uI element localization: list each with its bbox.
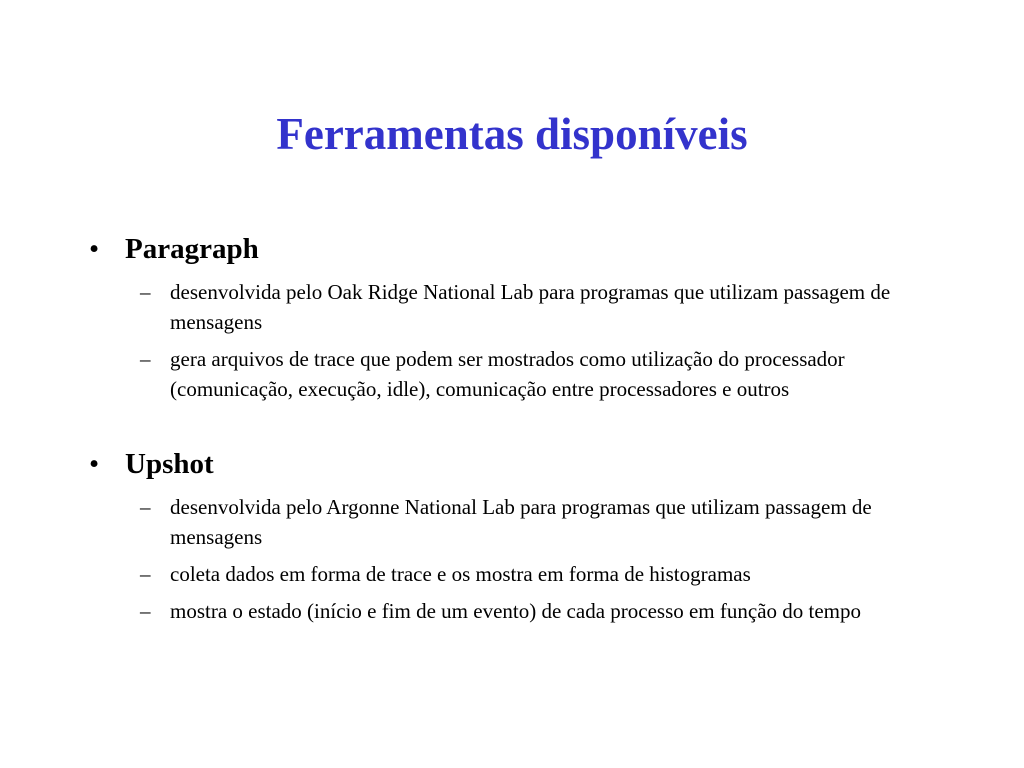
sub-item-text: desenvolvida pelo Oak Ridge National Lab para programas que utilizam passagem de mensagens: [170, 280, 891, 334]
bullet-paragraph: [89, 232, 259, 266]
bullet-heading: Upshot: [125, 448, 214, 480]
sub-marker: –: [140, 599, 151, 623]
bullet-heading: Paragraph: [125, 233, 259, 265]
sub-marker: –: [140, 280, 151, 304]
sub-item-text: mostra o estado (início e fim de um evento) de cada processo em função do tempo: [170, 599, 862, 623]
sub-item: [140, 596, 930, 626]
sub-item-text: desenvolvida pelo Argonne National Lab para programas que utilizam passagem de mensagens: [170, 495, 872, 549]
sub-item: [140, 559, 930, 589]
sub-item-text: gera arquivos de trace que podem ser mostrados como utilização do processador (comunicação, execução, idle), comunicação entre processadores e outros: [170, 347, 845, 401]
sub-marker: –: [140, 347, 151, 371]
sub-item: [140, 277, 930, 337]
sub-marker: –: [140, 562, 151, 586]
sub-item-text: coleta dados em forma de trace e os mostra em forma de histogramas: [170, 562, 751, 586]
slide-title: Ferramentas disponíveis: [276, 109, 748, 159]
sub-item: [140, 344, 930, 404]
sub-item: [140, 492, 930, 552]
sub-marker: –: [140, 495, 151, 519]
bullet-marker: •: [89, 448, 100, 480]
bullet-upshot: [89, 447, 214, 481]
bullet-marker: •: [89, 233, 100, 265]
